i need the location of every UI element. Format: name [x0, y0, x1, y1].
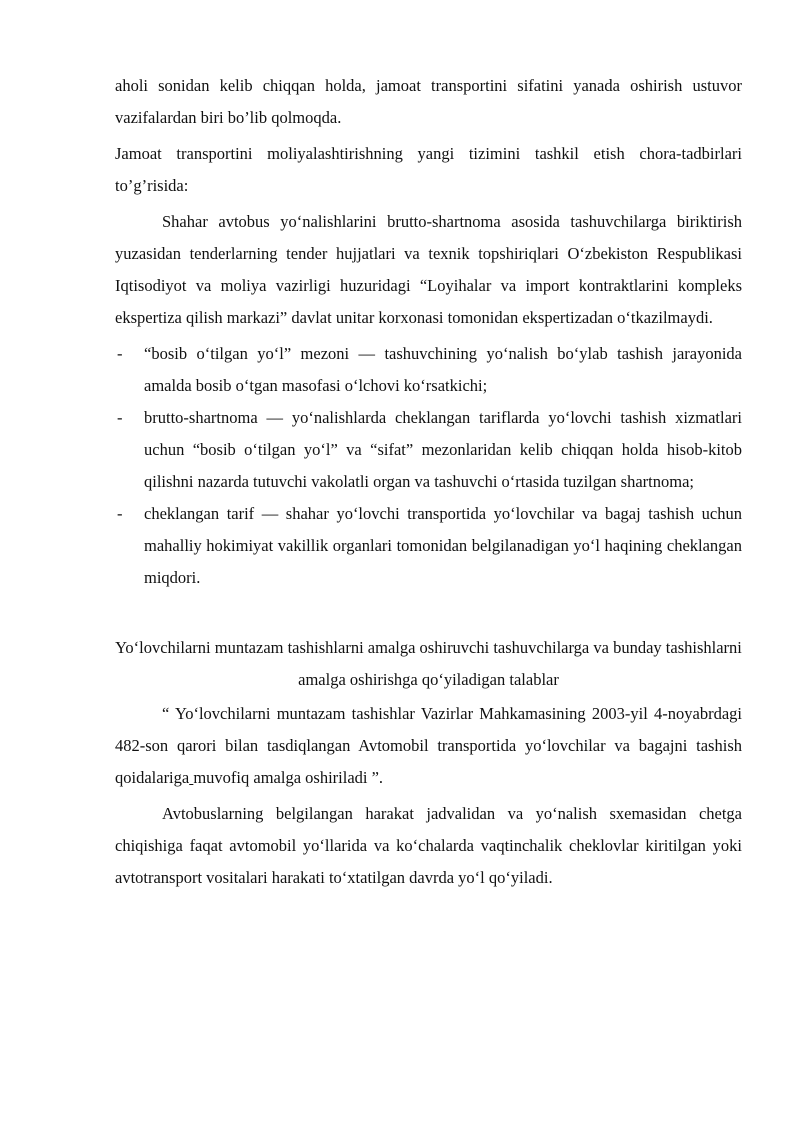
document-page	[115, 70, 742, 898]
paragraph-rules	[115, 698, 742, 794]
list-dash: -	[117, 344, 123, 363]
paragraph-subject: Jamoat transportini moliyalashtirishning yangi tizimini tashkil etish chora-tadbirlari to’g’risida:	[115, 144, 742, 195]
list-item-text: brutto-shartnoma — yo‘nalishlarda cheklangan tariflarda yo‘lovchi tashish xizmatlari uchun “bosib o‘tilgan yo‘l” va “sifat” mezonlaridan kelib chiqqan holda hisob-kitob qilishni nazarda tutuvchi vakolatli organ va tashuvchi o‘rtasida tuzilgan shartnoma;	[144, 408, 742, 491]
section-heading: Yo‘lovchilarni muntazam tashishlarni amalga oshiruvchi tashuvchilarga va bunday tashishlarni amalga oshirishga qo‘yiladigan talablar	[115, 638, 742, 689]
definitions-list	[115, 338, 742, 594]
paragraph-intro: aholi sonidan kelib chiqqan holda, jamoat transportini sifatini yanada oshirish ustuvor vazifalardan biri bo’lib qolmoqda.	[115, 76, 742, 127]
list-item-text: “bosib o‘tilgan yo‘l” mezoni — tashuvchining yo‘nalish bo‘ylab tashish jarayonida amalda bosib o‘tgan masofasi o‘lchovi ko‘rsatkichi;	[144, 344, 742, 395]
list-item-text: cheklangan tarif — shahar yo‘lovchi transportida yo‘lovchilar va bagaj tashish uchun mahalliy hokimiyat vakillik organlari tomonidan belgilanadigan yo‘l haqining cheklangan miqdori.	[144, 504, 742, 587]
list-item	[115, 338, 742, 402]
list-item	[115, 402, 742, 498]
list-dash: -	[117, 408, 123, 427]
list-dash: -	[117, 504, 123, 523]
paragraph-expertise: Shahar avtobus yo‘nalishlarini brutto-shartnoma asosida tashuvchilarga biriktirish yuzasidan tenderlarning tender hujjatlari va texnik topshiriqlari O‘zbekiston Respublikasi Iqtisodiyot va moliya vazirligi huzuridagi “Loyihalar va import kontraktlarini kompleks ekspertiza qilish markazi” davlat unitar korxonasi tomonidan ekspertizadan o‘tkazilmaydi.	[115, 212, 742, 327]
paragraph-deviation: Avtobuslarning belgilangan harakat jadvalidan va yo‘nalish sxemasidan chetga chiqishiga faqat avtomobil yo‘llarida va ko‘chalarda vaqtinchalik cheklovlar kiritilgan yoki avtotransport vositalari harakati to‘xtatilgan davrda yo‘l qo‘yiladi.	[115, 804, 742, 887]
rules-text-start: “ Yo‘lovchilarni muntazam tashishlar Vazirlar Mahkamasining 2003-yil 4-noyabrdagi 482-son qarori bilan tasdiqlangan Avtomobil transportida yo‘lovchilar va bagajni tashish qoidalariga	[115, 704, 742, 787]
list-item	[115, 498, 742, 594]
rules-text-end: muvofiq amalga oshiriladi ”.	[193, 768, 384, 787]
